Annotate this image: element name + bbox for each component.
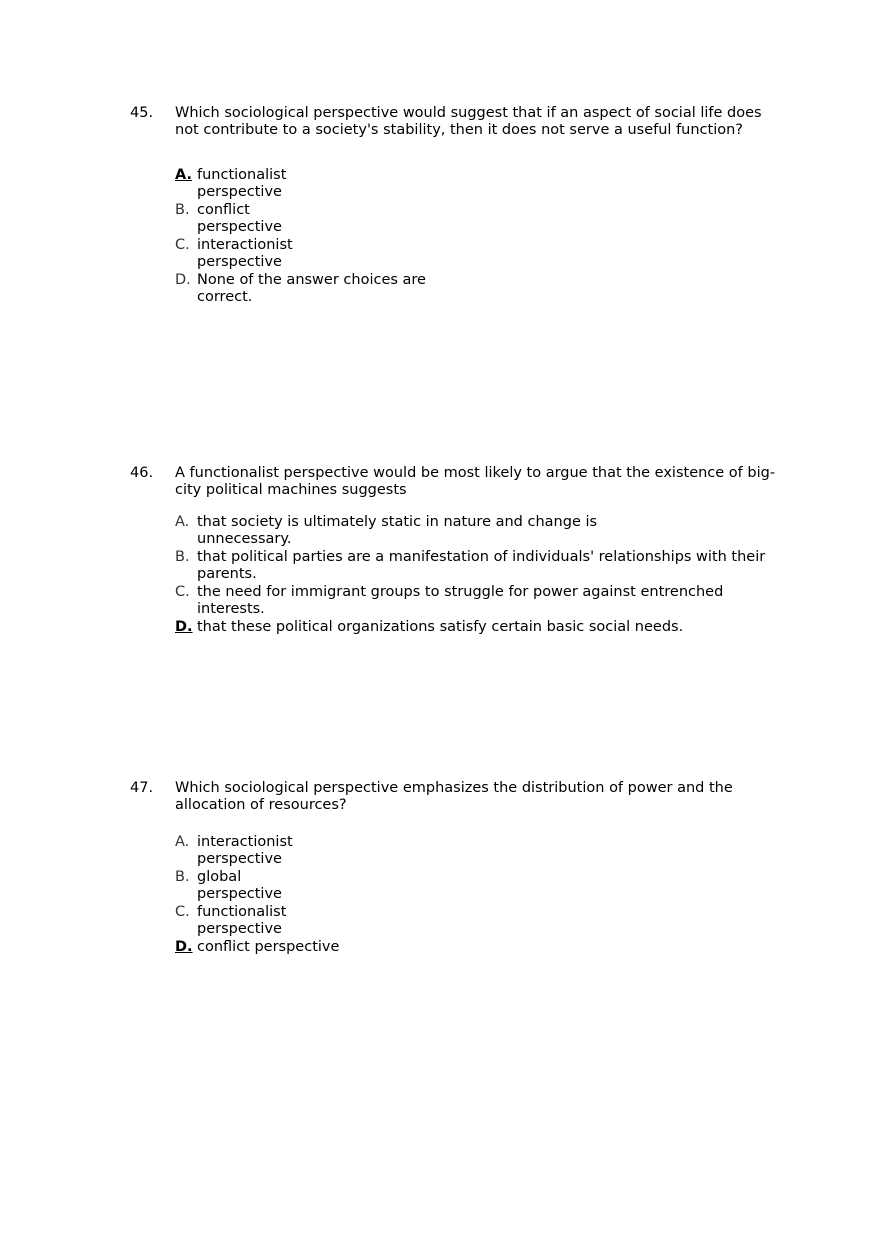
choice-text: the need for immigrant groups to struggle for power against entrenched interests. xyxy=(197,584,724,617)
question-number: 47. xyxy=(130,780,154,796)
question-header xyxy=(130,780,780,814)
choice-b xyxy=(175,202,425,236)
choice-text: that political parties are a manifestation of individuals' relationships with their parents. xyxy=(197,549,766,582)
question-header xyxy=(130,465,780,499)
choice-a xyxy=(175,834,425,868)
choice-text: functionalist perspective xyxy=(197,167,287,200)
choice-c xyxy=(175,237,425,271)
choice-letter-correct: D. xyxy=(175,619,193,635)
question-text: Which sociological perspective emphasizes the distribution of power and the allocation of resources? xyxy=(175,780,733,813)
question-number: 46. xyxy=(130,465,154,481)
choice-c xyxy=(175,904,425,938)
choice-c xyxy=(175,584,775,618)
question-46 xyxy=(130,465,780,637)
answer-choices xyxy=(175,834,425,956)
choice-text: that society is ultimately static in nature and change is unnecessary. xyxy=(197,514,598,547)
question-47 xyxy=(130,780,780,957)
choice-text: interactionist perspective xyxy=(197,237,293,270)
choice-letter-correct: D. xyxy=(175,939,193,955)
choice-letter: A. xyxy=(175,514,190,530)
choice-text: interactionist perspective xyxy=(197,834,293,867)
choice-letter: A. xyxy=(175,834,190,850)
choice-d xyxy=(175,272,425,306)
choice-letter: C. xyxy=(175,584,190,600)
choice-letter: D. xyxy=(175,272,191,288)
choice-text: None of the answer choices are correct. xyxy=(197,272,426,305)
choice-text: conflict perspective xyxy=(197,939,340,955)
choice-letter: C. xyxy=(175,237,190,253)
choice-a xyxy=(175,167,425,201)
choice-text: conflict perspective xyxy=(197,202,282,235)
choice-d xyxy=(175,939,425,956)
choice-letter: B. xyxy=(175,549,190,565)
choice-b xyxy=(175,869,425,903)
choice-letter: B. xyxy=(175,869,190,885)
choice-d xyxy=(175,619,775,636)
question-text: A functionalist perspective would be most likely to argue that the existence of big-city political machines suggests xyxy=(175,465,776,498)
question-header xyxy=(130,105,780,139)
question-number: 45. xyxy=(130,105,154,121)
choice-letter: B. xyxy=(175,202,190,218)
answer-choices xyxy=(175,514,775,636)
choice-a xyxy=(175,514,775,548)
choice-letter: C. xyxy=(175,904,190,920)
choice-letter-correct: A. xyxy=(175,167,192,183)
answer-choices xyxy=(175,167,425,306)
question-text: Which sociological perspective would suggest that if an aspect of social life does not contribute to a society's stability, then it does not serve a useful function? xyxy=(175,105,762,138)
choice-text: functionalist perspective xyxy=(197,904,287,937)
question-45 xyxy=(130,105,780,307)
choice-text: global perspective xyxy=(197,869,282,902)
choice-b xyxy=(175,549,775,583)
choice-text: that these political organizations satisfy certain basic social needs. xyxy=(197,619,684,635)
